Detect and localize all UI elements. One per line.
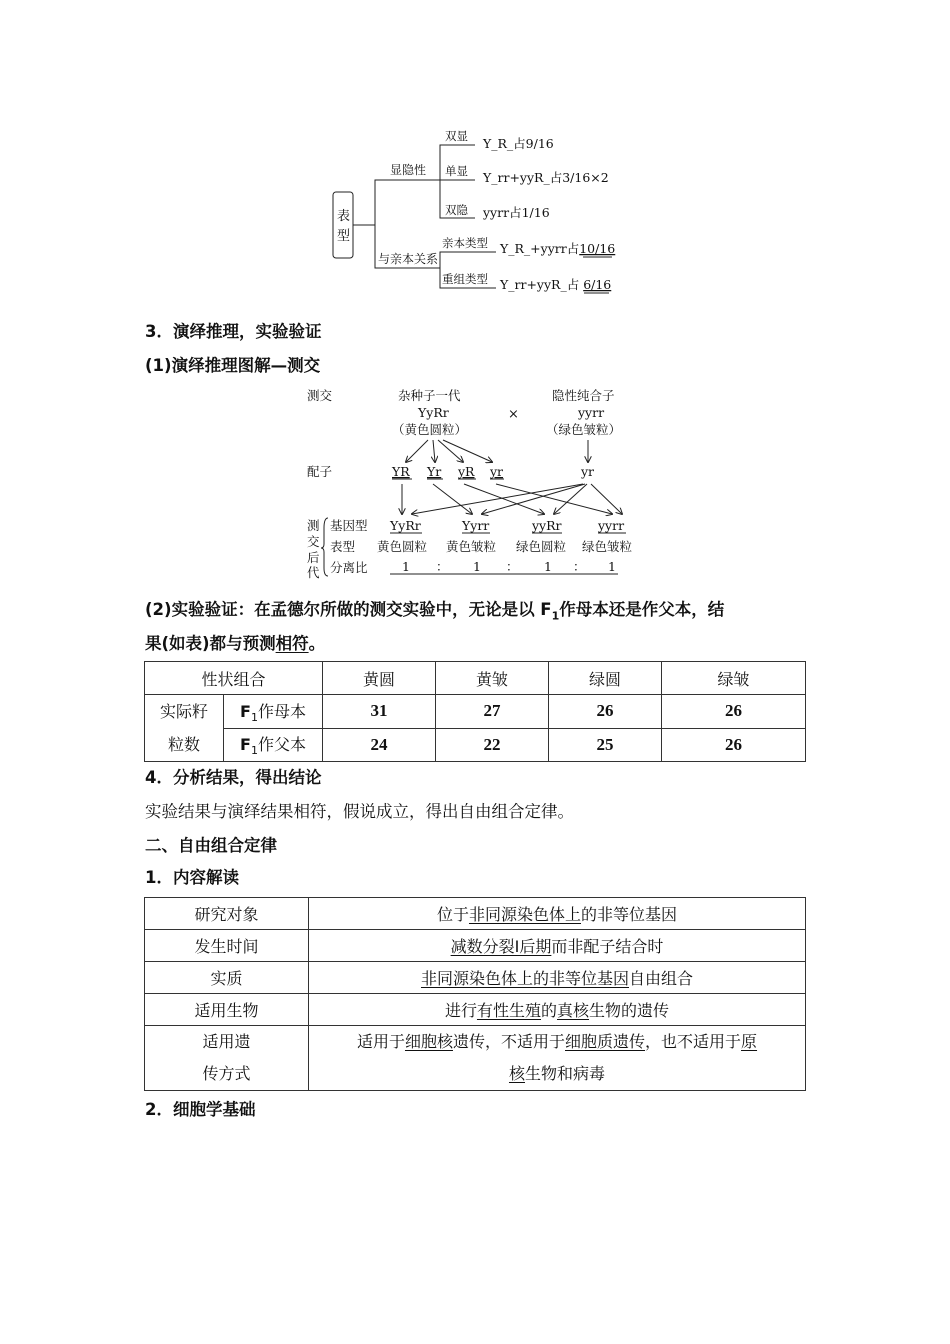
- tree-b1-tag-2: 双隐: [445, 203, 468, 217]
- underlined-term: 原: [741, 1032, 758, 1051]
- tree-b2-value-1: Y_rr+yyR_占 6/16: [500, 277, 612, 292]
- result-cell-1-3: 26: [662, 728, 806, 762]
- result-cell-0-2: 26: [549, 695, 662, 729]
- validation-text-d: 。: [308, 634, 326, 653]
- offspring-genotype-3: yyRr: [532, 518, 562, 533]
- offspring-char-3: 后: [307, 550, 320, 565]
- text-segment: ，也不适用于: [645, 1032, 742, 1051]
- content-value-0: [309, 898, 806, 930]
- ratio-4: 1: [608, 559, 616, 574]
- text-segment: 自由组合: [629, 969, 694, 988]
- offspring-char-2: 交: [307, 534, 320, 549]
- tree-branch2-label: 与亲本关系: [378, 252, 439, 266]
- underlined-term: 有性生殖: [476, 1001, 541, 1020]
- offspring-char-4: 代: [307, 565, 320, 580]
- result-cell-1-2: 25: [549, 728, 662, 762]
- section3-sub1: (1)演绎推理图解—测交: [145, 356, 321, 375]
- tree-b2-tag-1: 重组类型: [442, 272, 488, 286]
- content-value-2: [309, 962, 806, 994]
- result-table: [144, 661, 806, 762]
- tree-b1-value-2: yyrr占1/16: [483, 205, 550, 220]
- underlined-term: 细胞质遗传: [565, 1032, 646, 1051]
- tree-root-box: [333, 192, 353, 258]
- offspring-phenotype-3: 绿色圆粒: [516, 539, 567, 554]
- tree-b2-tag-0: 亲本类型: [442, 236, 488, 250]
- offspring-phenotype-4: 绿色皱粒: [582, 539, 633, 554]
- text-segment: 的: [540, 1001, 557, 1020]
- validation-text-c: 果(如表)都与预测: [145, 634, 276, 653]
- offspring-phenotype-1: 黄色圆粒: [377, 539, 428, 554]
- tree-root-char-2: 型: [337, 229, 351, 244]
- content-row: [145, 930, 806, 962]
- result-cell-1-1: 22: [436, 728, 549, 762]
- content-row: [145, 898, 806, 930]
- tree-branch1-label: 显隐性: [390, 163, 427, 177]
- phenotype-tree-diagram: [320, 120, 640, 300]
- content-label-0: 研究对象: [145, 898, 309, 930]
- testcross-label: 测交: [307, 388, 333, 403]
- result-group-label: [145, 695, 224, 762]
- content-row: [145, 962, 806, 994]
- tree-b1-value-1: Y_rr+yyR_占3/16×2: [483, 170, 609, 185]
- result-header-3: 绿圆: [549, 662, 662, 695]
- text-segment: 遗传，不适用于: [452, 1032, 565, 1051]
- parent1-genotype: YyRr: [418, 405, 449, 420]
- result-cell-1-0: 24: [323, 728, 436, 762]
- offspring-phenotype-2: 黄色皱粒: [446, 539, 497, 554]
- text-segment: 位于: [436, 905, 469, 924]
- tree-b1-tag-1: 单显: [445, 164, 468, 178]
- text-segment: 的非等位基因: [581, 905, 678, 924]
- validation-text-ul: 相符: [275, 634, 309, 653]
- underlined-term: 非同源染色体上: [468, 905, 581, 924]
- section4-heading: 4．分析结果，得出结论: [145, 768, 322, 787]
- parent1-phenotype: （黄色圆粒）: [392, 422, 468, 437]
- result-header-1: 黄圆: [323, 662, 436, 695]
- validation-sub: 1: [551, 609, 560, 623]
- tree-b2-value-0: Y_R_+yyrr占10/16: [500, 241, 616, 256]
- content-row: [145, 994, 806, 1026]
- text-segment: 适用于: [356, 1032, 405, 1051]
- content-value-1: [309, 930, 806, 962]
- gamete-3: yR: [458, 464, 475, 479]
- underlined-term: 减数分裂Ⅰ后期: [450, 937, 552, 956]
- underlined-term: 真核: [557, 1001, 590, 1020]
- content-value-last: [309, 1026, 806, 1091]
- content-row: [145, 1026, 806, 1091]
- row-label-phenotype: 表型: [330, 539, 356, 554]
- result-row-label-1: $F_1$作父本: [224, 728, 323, 762]
- tree-b1-tag-0: 双显: [445, 129, 468, 143]
- ratio-sep-2: ：: [506, 559, 519, 574]
- ratio-sep-3: ：: [573, 559, 586, 574]
- validation-line-2: [145, 630, 325, 654]
- parent2-genotype: yyrr: [578, 405, 605, 420]
- offspring-char-1: 测: [307, 518, 320, 533]
- ratio-1: 1: [402, 559, 410, 574]
- row-label-genotype: 基因型: [330, 518, 368, 533]
- cross-symbol: ×: [508, 407, 519, 422]
- text-segment: 生物和病毒: [525, 1064, 606, 1083]
- text-segment: 生物的遗传: [589, 1001, 670, 1020]
- content-table: [144, 897, 806, 1091]
- result-header-4: 绿皱: [662, 662, 806, 695]
- result-header-2: 黄皱: [436, 662, 549, 695]
- testcross-diagram: [300, 380, 660, 580]
- result-cell-0-3: 26: [662, 695, 806, 729]
- validation-text-a: (2)实验验证：在孟德尔所做的测交实验中，无论是以 F: [145, 600, 552, 619]
- offspring-genotype-1: YyRr: [390, 518, 421, 533]
- ratio-3: 1: [544, 559, 552, 574]
- part2-sub1: 1．内容解读: [145, 868, 239, 887]
- gamete-2: Yr: [427, 464, 442, 479]
- content-label-last: 适用遗 传方式: [145, 1026, 309, 1091]
- content-label-2: 实质: [145, 962, 309, 994]
- section3-heading: 3．演绎推理，实验验证: [145, 322, 322, 341]
- content-value-3: [309, 994, 806, 1026]
- content-label-3: 适用生物: [145, 994, 309, 1026]
- result-group-line-1: 实际籽: [159, 702, 208, 721]
- row-label-ratio: 分离比: [330, 560, 368, 575]
- tree-b1-value-0: Y_R_占9/16: [483, 136, 554, 151]
- text-segment: 而非配子结合时: [551, 937, 664, 956]
- gamete-p2: yr: [581, 464, 595, 479]
- result-cell-0-0: 31: [323, 695, 436, 729]
- parent2-name: 隐性纯合子: [552, 388, 615, 403]
- tree-root-char-1: 表: [337, 209, 351, 224]
- offspring-genotype-2: Yyrr: [462, 518, 490, 533]
- part2-heading: 二、自由组合定律: [145, 836, 277, 855]
- section4-text: 实验结果与演绎结果相符，假说成立，得出自由组合定律。: [145, 802, 574, 821]
- part2-sub2: 2．细胞学基础: [145, 1100, 256, 1119]
- validation-line-1: [145, 596, 724, 622]
- parent1-name: 杂种子一代: [398, 388, 461, 403]
- underlined-term: 细胞核: [404, 1032, 453, 1051]
- text-segment: 进行: [444, 1001, 477, 1020]
- parent2-phenotype: （绿色皱粒）: [546, 422, 622, 437]
- gamete-label: 配子: [307, 464, 333, 479]
- result-row-label-0: $F_1$作母本: [224, 695, 323, 729]
- underlined-term: 非同源染色体上的非等位基因: [420, 969, 629, 988]
- result-group-line-2: 粒数: [167, 735, 200, 754]
- ratio-sep-1: ：: [436, 559, 449, 574]
- gamete-4: yr: [490, 464, 504, 479]
- validation-text-b: 作母本还是作父本，结: [559, 600, 725, 619]
- content-label-1: 发生时间: [145, 930, 309, 962]
- gamete-1: YR: [392, 464, 410, 479]
- result-cell-0-1: 27: [436, 695, 549, 729]
- offspring-genotype-4: yyrr: [598, 518, 625, 533]
- result-header-0: 性状组合: [145, 662, 323, 695]
- ratio-2: 1: [473, 559, 481, 574]
- underlined-term: 核: [508, 1064, 525, 1083]
